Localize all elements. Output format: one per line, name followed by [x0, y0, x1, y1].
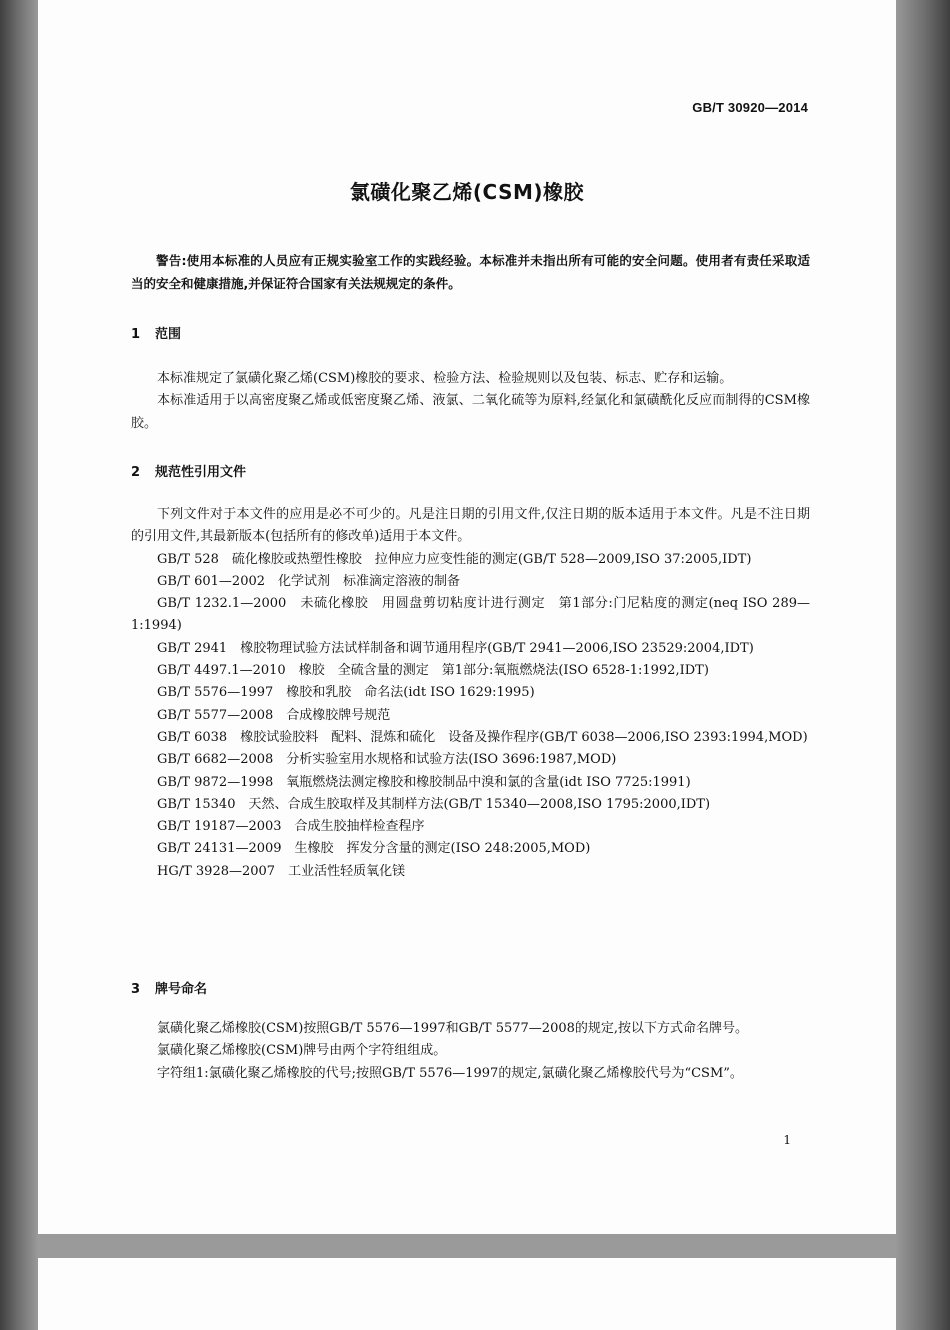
section-number: 2 — [131, 465, 141, 480]
section-2-heading — [131, 461, 246, 480]
reference-item: GB/T 15340 天然、合成生胶取样及其制样方法(GB/T 15340—2008,ISO 1795:2000,IDT) — [157, 796, 711, 812]
reference-item: GB/T 19187—2003 合成生胶抽样检查程序 — [157, 819, 425, 835]
reference-item: GB/T 1232.1—2000 未硫化橡胶 用圆盘剪切粘度计进行测定 第1部分:门尼粘度的测定(neq ISO 289—1:1994) — [131, 596, 810, 634]
paragraph: 本标准规定了氯磺化聚乙烯(CSM)橡胶的要求、检验方法、检验规则以及包装、标志、贮存和运输。 — [157, 371, 733, 386]
paragraph: 下列文件对于本文件的应用是必不可少的。凡是注日期的引用文件,仅注日期的版本适用于本文件。凡是不注日期的引用文件,其最新版本(包括所有的修改单)适用于本文件。 — [131, 507, 810, 545]
section-title: 范围 — [155, 327, 182, 342]
reference-item: GB/T 4497.1—2010 橡胶 全硫含量的测定 第1部分:氧瓶燃烧法(ISO 6528-1:1992,IDT) — [157, 663, 709, 679]
reference-item: GB/T 6038 橡胶试验胶料 配料、混炼和硫化 设备及操作程序(GB/T 6038—2006,ISO 2393:1994,MOD) — [157, 729, 808, 745]
document-page — [38, 0, 896, 1234]
section-number: 3 — [131, 982, 141, 997]
paragraph: 字符组1:氯磺化聚乙烯橡胶的代号;按照GB/T 5576—1997的规定,氯磺化聚乙烯橡胶代号为“CSM”。 — [157, 1065, 743, 1081]
warning-text: 警告:使用本标准的人员应有正规实验室工作的实践经验。本标准并未指出所有可能的安全问题。使用者有责任采取适当的安全和健康措施,并保证符合国家有关法规规定的条件。 — [131, 253, 810, 291]
paragraph: 本标准适用于以高密度聚乙烯或低密度聚乙烯、液氯、二氧化硫等为原料,经氯化和氯磺酰化反应而制得的CSM橡胶。 — [131, 393, 810, 431]
reference-item: HG/T 3928—2007 工业活性轻质氧化镁 — [157, 863, 406, 879]
standard-number: GB/T 30920—2014 — [692, 100, 808, 115]
section-title: 规范性引用文件 — [155, 465, 247, 480]
reference-item: GB/T 601—2002 化学试剂 标准滴定溶液的制备 — [157, 573, 461, 589]
paragraph: 氯磺化聚乙烯橡胶(CSM)牌号由两个字符组组成。 — [157, 1043, 447, 1059]
reference-item: GB/T 9872—1998 氧瓶燃烧法测定橡胶和橡胶制品中溴和氯的含量(idt ISO 7725:1991) — [157, 774, 691, 790]
section-1-body — [131, 368, 810, 435]
reference-item: GB/T 2941 橡胶物理试验方法试样制备和调节通用程序(GB/T 2941—2006,ISO 23529:2004,IDT) — [157, 640, 754, 656]
reference-item: GB/T 6682—2008 分析实验室用水规格和试验方法(ISO 3696:1987,MOD) — [157, 752, 617, 768]
reference-item: GB/T 5576—1997 橡胶和乳胶 命名法(idt ISO 1629:1995) — [157, 685, 535, 701]
document-title: 氯磺化聚乙烯(CSM)橡胶 — [349, 180, 585, 204]
page-number: 1 — [783, 1133, 791, 1147]
warning-paragraph — [131, 250, 810, 296]
section-3-body — [131, 1018, 810, 1085]
next-page-edge — [38, 1258, 896, 1330]
reference-item: GB/T 24131—2009 生橡胶 挥发分含量的测定(ISO 248:2005,MOD) — [157, 841, 591, 857]
paragraph: 氯磺化聚乙烯橡胶(CSM)按照GB/T 5576—1997和GB/T 5577—2008的规定,按以下方式命名牌号。 — [157, 1021, 749, 1036]
reference-item: GB/T 5577—2008 合成橡胶牌号规范 — [157, 707, 391, 723]
section-3-heading — [131, 978, 207, 997]
section-2-body — [131, 504, 810, 883]
section-title: 牌号命名 — [155, 982, 208, 997]
section-1-heading — [131, 323, 181, 342]
section-number: 1 — [131, 327, 141, 342]
reference-item: GB/T 528 硫化橡胶或热塑性橡胶 拉伸应力应变性能的测定(GB/T 528—2009,ISO 37:2005,IDT) — [157, 551, 752, 567]
